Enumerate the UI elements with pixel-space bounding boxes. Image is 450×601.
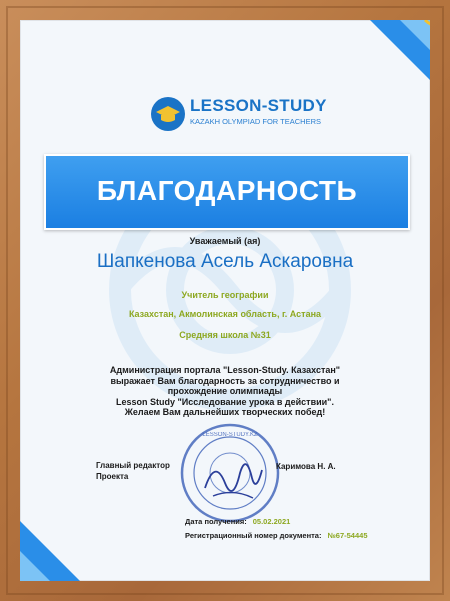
message-line: Желаем Вам дальнейших творческих побед! [124, 407, 326, 417]
signer-name: Каримова Н. А. [276, 462, 336, 471]
gratitude-message [60, 365, 390, 418]
title-banner [44, 154, 410, 230]
recipient-school: Средняя школа №31 [179, 330, 271, 340]
graduation-cap-icon [150, 96, 186, 132]
recipient-location: Казахстан, Акмолинская область, г. Астана [128, 309, 322, 319]
recipient-name: Шапкенова Асель Аскаровна [96, 251, 354, 272]
signer-position-line: Главный редактор [96, 461, 170, 470]
lesson-study-logo [150, 92, 340, 138]
issue-date-row [185, 517, 290, 526]
registration-row [185, 531, 368, 540]
signature-scribble [205, 464, 262, 491]
signer-position-line: Проекта [96, 472, 129, 481]
signer-position [96, 460, 170, 482]
recipient-role: Учитель географии [181, 290, 269, 300]
date-label: Дата получения: [185, 517, 247, 526]
logo-title: LESSON-STUDY [190, 96, 327, 115]
message-line: выражает Вам благодарность за сотрудничество и [110, 375, 340, 386]
logo-subtitle: KAZAKH OLYMPIAD FOR TEACHERS [190, 117, 321, 126]
message-line: прохождение олимпиады [167, 386, 283, 396]
registration-label: Регистрационный номер документа: [185, 531, 322, 540]
date-value: 05.02.2021 [252, 517, 291, 526]
certificate-title: БЛАГОДАРНОСТЬ [96, 175, 358, 206]
registration-number: №67-54445 [327, 531, 368, 540]
message-line: Lesson Study "Исследование урока в действии". [116, 396, 334, 407]
certificate-paper [20, 20, 430, 581]
corner-ornament-top-right [290, 20, 430, 160]
salutation: Уважаемый (ая) [189, 236, 261, 246]
message-line: Администрация портала "Lesson-Study. Казахстан" [109, 365, 341, 375]
official-stamp [175, 418, 285, 528]
stamp-text: LESSON-STUDY.KZ [202, 432, 258, 438]
